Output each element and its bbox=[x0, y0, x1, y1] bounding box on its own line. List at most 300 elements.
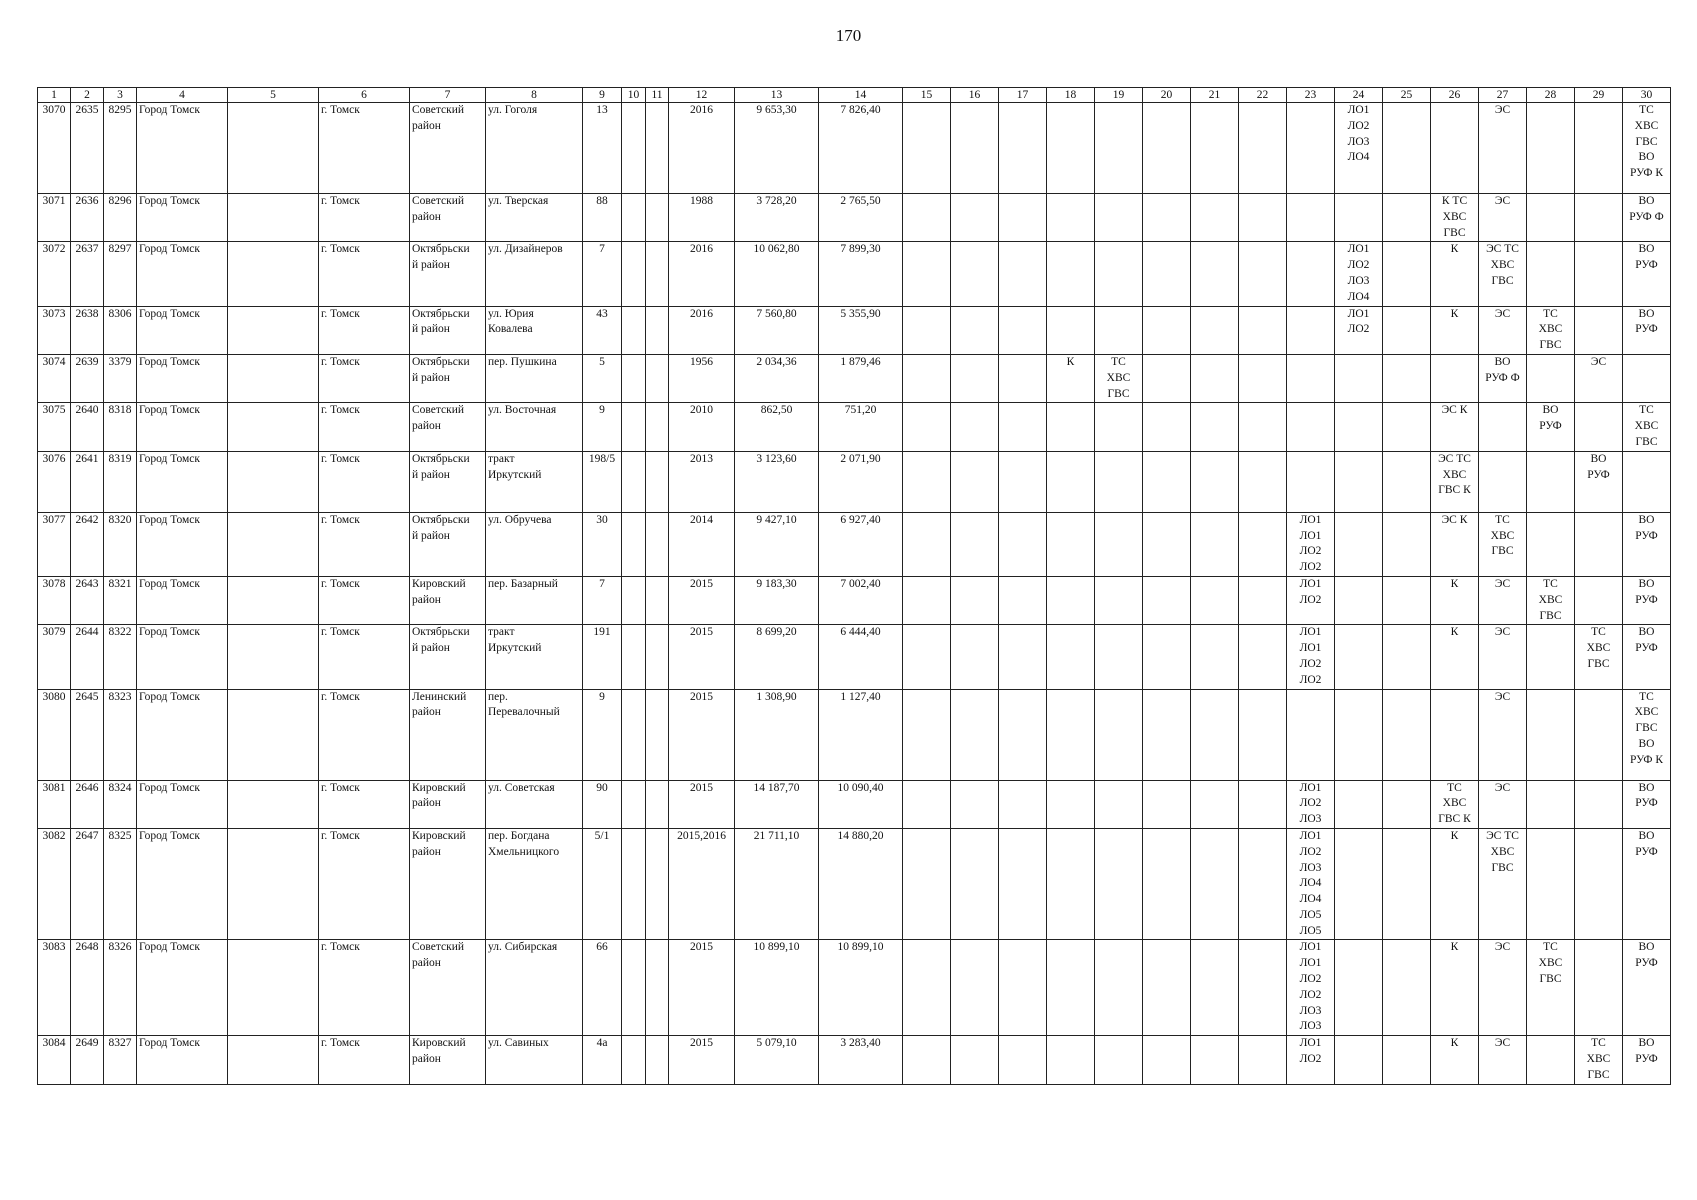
table-row bbox=[38, 780, 1671, 828]
cell-col-28 bbox=[1527, 689, 1575, 780]
cell-col-19: ТС ХВС ГВС bbox=[1095, 354, 1143, 402]
cell-col-21 bbox=[1191, 940, 1239, 1036]
column-header-12: 12 bbox=[669, 88, 735, 103]
cell-col-3: 8320 bbox=[104, 512, 137, 576]
cell-col-15 bbox=[903, 242, 951, 306]
cell-col-22 bbox=[1239, 940, 1287, 1036]
cell-col-5 bbox=[228, 576, 319, 624]
cell-col-23 bbox=[1287, 354, 1335, 402]
cell-col-10 bbox=[622, 625, 646, 689]
cell-col-11 bbox=[646, 780, 669, 828]
column-header-26: 26 bbox=[1431, 88, 1479, 103]
cell-col-28 bbox=[1527, 780, 1575, 828]
cell-col-29 bbox=[1575, 512, 1623, 576]
cell-col-28 bbox=[1527, 103, 1575, 194]
cell-col-19 bbox=[1095, 940, 1143, 1036]
cell-col-17 bbox=[999, 512, 1047, 576]
cell-col-29 bbox=[1575, 689, 1623, 780]
cell-col-12: 2013 bbox=[669, 451, 735, 512]
cell-col-17 bbox=[999, 242, 1047, 306]
cell-col-6: г. Томск bbox=[319, 828, 410, 940]
cell-col-6: г. Томск bbox=[319, 940, 410, 1036]
cell-col-7: Октябрьски й район bbox=[410, 306, 486, 354]
cell-col-4: Город Томск bbox=[137, 828, 228, 940]
cell-col-5 bbox=[228, 625, 319, 689]
cell-col-16 bbox=[951, 940, 999, 1036]
table-row bbox=[38, 103, 1671, 194]
cell-col-14: 1 879,46 bbox=[819, 354, 903, 402]
cell-col-9: 5 bbox=[583, 354, 622, 402]
cell-col-18 bbox=[1047, 1036, 1095, 1084]
cell-col-24 bbox=[1335, 1036, 1383, 1084]
cell-col-10 bbox=[622, 576, 646, 624]
cell-col-23: ЛО1 ЛО1 ЛО2 ЛО2 bbox=[1287, 625, 1335, 689]
cell-col-3: 8327 bbox=[104, 1036, 137, 1084]
cell-col-27: ТС ХВС ГВС bbox=[1479, 512, 1527, 576]
cell-col-22 bbox=[1239, 354, 1287, 402]
cell-col-16 bbox=[951, 780, 999, 828]
cell-col-1: 3081 bbox=[38, 780, 71, 828]
column-header-17: 17 bbox=[999, 88, 1047, 103]
cell-col-3: 3379 bbox=[104, 354, 137, 402]
cell-col-20 bbox=[1143, 194, 1191, 242]
cell-col-1: 3082 bbox=[38, 828, 71, 940]
cell-col-14: 10 899,10 bbox=[819, 940, 903, 1036]
cell-col-15 bbox=[903, 689, 951, 780]
cell-col-22 bbox=[1239, 780, 1287, 828]
cell-col-3: 8322 bbox=[104, 625, 137, 689]
cell-col-2: 2642 bbox=[71, 512, 104, 576]
cell-col-12: 2016 bbox=[669, 306, 735, 354]
cell-col-18 bbox=[1047, 306, 1095, 354]
cell-col-17 bbox=[999, 103, 1047, 194]
cell-col-29: ТС ХВС ГВС bbox=[1575, 1036, 1623, 1084]
cell-col-16 bbox=[951, 689, 999, 780]
cell-col-8: ул. Савиных bbox=[486, 1036, 583, 1084]
cell-col-30: ВО РУФ bbox=[1623, 242, 1671, 306]
cell-col-22 bbox=[1239, 194, 1287, 242]
header-row bbox=[38, 88, 1671, 103]
cell-col-10 bbox=[622, 940, 646, 1036]
cell-col-18 bbox=[1047, 780, 1095, 828]
cell-col-19 bbox=[1095, 625, 1143, 689]
column-header-13: 13 bbox=[735, 88, 819, 103]
cell-col-8: пер. Перевалочный bbox=[486, 689, 583, 780]
cell-col-23: ЛО1 ЛО2 bbox=[1287, 1036, 1335, 1084]
cell-col-24 bbox=[1335, 576, 1383, 624]
cell-col-8: пер. Базарный bbox=[486, 576, 583, 624]
cell-col-2: 2647 bbox=[71, 828, 104, 940]
cell-col-9: 191 bbox=[583, 625, 622, 689]
table-row bbox=[38, 828, 1671, 940]
cell-col-11 bbox=[646, 194, 669, 242]
cell-col-22 bbox=[1239, 689, 1287, 780]
cell-col-3: 8295 bbox=[104, 103, 137, 194]
cell-col-7: Кировский район bbox=[410, 576, 486, 624]
cell-col-21 bbox=[1191, 194, 1239, 242]
cell-col-9: 5/1 bbox=[583, 828, 622, 940]
cell-col-13: 5 079,10 bbox=[735, 1036, 819, 1084]
table-row bbox=[38, 194, 1671, 242]
cell-col-10 bbox=[622, 512, 646, 576]
cell-col-1: 3077 bbox=[38, 512, 71, 576]
cell-col-26: К bbox=[1431, 940, 1479, 1036]
cell-col-9: 198/5 bbox=[583, 451, 622, 512]
cell-col-25 bbox=[1383, 576, 1431, 624]
cell-col-6: г. Томск bbox=[319, 306, 410, 354]
cell-col-26 bbox=[1431, 689, 1479, 780]
cell-col-22 bbox=[1239, 1036, 1287, 1084]
cell-col-28 bbox=[1527, 1036, 1575, 1084]
cell-col-20 bbox=[1143, 940, 1191, 1036]
cell-col-6: г. Томск bbox=[319, 576, 410, 624]
cell-col-24 bbox=[1335, 512, 1383, 576]
cell-col-18 bbox=[1047, 242, 1095, 306]
cell-col-19 bbox=[1095, 828, 1143, 940]
cell-col-14: 1 127,40 bbox=[819, 689, 903, 780]
cell-col-30: ВО РУФ bbox=[1623, 625, 1671, 689]
column-header-19: 19 bbox=[1095, 88, 1143, 103]
cell-col-18 bbox=[1047, 512, 1095, 576]
column-header-1: 1 bbox=[38, 88, 71, 103]
cell-col-30: ТС ХВС ГВС ВО РУФ К bbox=[1623, 689, 1671, 780]
table-row bbox=[38, 306, 1671, 354]
cell-col-15 bbox=[903, 512, 951, 576]
cell-col-1: 3073 bbox=[38, 306, 71, 354]
cell-col-14: 5 355,90 bbox=[819, 306, 903, 354]
cell-col-24 bbox=[1335, 354, 1383, 402]
cell-col-25 bbox=[1383, 940, 1431, 1036]
cell-col-18 bbox=[1047, 194, 1095, 242]
cell-col-22 bbox=[1239, 403, 1287, 451]
cell-col-7: Советский район bbox=[410, 940, 486, 1036]
cell-col-26 bbox=[1431, 103, 1479, 194]
cell-col-18 bbox=[1047, 689, 1095, 780]
cell-col-19 bbox=[1095, 194, 1143, 242]
cell-col-1: 3070 bbox=[38, 103, 71, 194]
cell-col-11 bbox=[646, 576, 669, 624]
table-row bbox=[38, 940, 1671, 1036]
table-body bbox=[38, 103, 1671, 1085]
cell-col-5 bbox=[228, 451, 319, 512]
cell-col-17 bbox=[999, 625, 1047, 689]
column-header-7: 7 bbox=[410, 88, 486, 103]
cell-col-25 bbox=[1383, 689, 1431, 780]
cell-col-15 bbox=[903, 403, 951, 451]
cell-col-11 bbox=[646, 242, 669, 306]
cell-col-24: ЛО1 ЛО2 ЛО3 ЛО4 bbox=[1335, 103, 1383, 194]
cell-col-27: ЭС bbox=[1479, 625, 1527, 689]
cell-col-27 bbox=[1479, 403, 1527, 451]
cell-col-12: 2015 bbox=[669, 576, 735, 624]
cell-col-2: 2635 bbox=[71, 103, 104, 194]
cell-col-26: К bbox=[1431, 576, 1479, 624]
cell-col-29 bbox=[1575, 306, 1623, 354]
cell-col-20 bbox=[1143, 512, 1191, 576]
cell-col-21 bbox=[1191, 103, 1239, 194]
cell-col-1: 3071 bbox=[38, 194, 71, 242]
cell-col-10 bbox=[622, 403, 646, 451]
cell-col-20 bbox=[1143, 828, 1191, 940]
cell-col-19 bbox=[1095, 403, 1143, 451]
cell-col-25 bbox=[1383, 194, 1431, 242]
cell-col-19 bbox=[1095, 1036, 1143, 1084]
cell-col-25 bbox=[1383, 403, 1431, 451]
column-header-4: 4 bbox=[137, 88, 228, 103]
cell-col-7: Октябрьски й район bbox=[410, 354, 486, 402]
cell-col-2: 2641 bbox=[71, 451, 104, 512]
cell-col-7: Октябрьски й район bbox=[410, 451, 486, 512]
cell-col-20 bbox=[1143, 403, 1191, 451]
cell-col-6: г. Томск bbox=[319, 689, 410, 780]
cell-col-27: ВО РУФ Ф bbox=[1479, 354, 1527, 402]
cell-col-4: Город Томск bbox=[137, 194, 228, 242]
cell-col-26: ТС ХВС ГВС К bbox=[1431, 780, 1479, 828]
cell-col-16 bbox=[951, 194, 999, 242]
cell-col-21 bbox=[1191, 689, 1239, 780]
cell-col-4: Город Томск bbox=[137, 625, 228, 689]
cell-col-11 bbox=[646, 1036, 669, 1084]
cell-col-5 bbox=[228, 780, 319, 828]
cell-col-24: ЛО1 ЛО2 bbox=[1335, 306, 1383, 354]
cell-col-29: ТС ХВС ГВС bbox=[1575, 625, 1623, 689]
cell-col-28: ВО РУФ bbox=[1527, 403, 1575, 451]
cell-col-3: 8296 bbox=[104, 194, 137, 242]
cell-col-17 bbox=[999, 940, 1047, 1036]
cell-col-3: 8321 bbox=[104, 576, 137, 624]
cell-col-16 bbox=[951, 403, 999, 451]
cell-col-15 bbox=[903, 1036, 951, 1084]
cell-col-16 bbox=[951, 1036, 999, 1084]
cell-col-16 bbox=[951, 451, 999, 512]
column-header-2: 2 bbox=[71, 88, 104, 103]
cell-col-14: 6 927,40 bbox=[819, 512, 903, 576]
cell-col-29 bbox=[1575, 194, 1623, 242]
cell-col-25 bbox=[1383, 242, 1431, 306]
table-row bbox=[38, 689, 1671, 780]
cell-col-6: г. Томск bbox=[319, 103, 410, 194]
cell-col-21 bbox=[1191, 354, 1239, 402]
column-header-9: 9 bbox=[583, 88, 622, 103]
cell-col-9: 88 bbox=[583, 194, 622, 242]
cell-col-17 bbox=[999, 780, 1047, 828]
cell-col-14: 14 880,20 bbox=[819, 828, 903, 940]
cell-col-6: г. Томск bbox=[319, 625, 410, 689]
cell-col-28 bbox=[1527, 242, 1575, 306]
cell-col-20 bbox=[1143, 451, 1191, 512]
cell-col-27: ЭС bbox=[1479, 194, 1527, 242]
cell-col-30: ВО РУФ bbox=[1623, 780, 1671, 828]
cell-col-2: 2645 bbox=[71, 689, 104, 780]
cell-col-12: 1988 bbox=[669, 194, 735, 242]
cell-col-18 bbox=[1047, 403, 1095, 451]
cell-col-26: К bbox=[1431, 828, 1479, 940]
cell-col-17 bbox=[999, 828, 1047, 940]
cell-col-30: ВО РУФ bbox=[1623, 512, 1671, 576]
cell-col-19 bbox=[1095, 103, 1143, 194]
cell-col-22 bbox=[1239, 828, 1287, 940]
cell-col-23: ЛО1 ЛО2 bbox=[1287, 576, 1335, 624]
cell-col-25 bbox=[1383, 103, 1431, 194]
cell-col-12: 2015 bbox=[669, 940, 735, 1036]
cell-col-19 bbox=[1095, 576, 1143, 624]
cell-col-29 bbox=[1575, 242, 1623, 306]
cell-col-11 bbox=[646, 354, 669, 402]
cell-col-7: Кировский район bbox=[410, 780, 486, 828]
cell-col-20 bbox=[1143, 103, 1191, 194]
cell-col-14: 2 071,90 bbox=[819, 451, 903, 512]
cell-col-24 bbox=[1335, 451, 1383, 512]
cell-col-15 bbox=[903, 940, 951, 1036]
cell-col-12: 2016 bbox=[669, 242, 735, 306]
cell-col-13: 9 183,30 bbox=[735, 576, 819, 624]
cell-col-29 bbox=[1575, 828, 1623, 940]
cell-col-11 bbox=[646, 306, 669, 354]
cell-col-8: ул. Дизайнеров bbox=[486, 242, 583, 306]
cell-col-23: ЛО1 ЛО1 ЛО2 ЛО2 ЛО3 ЛО3 bbox=[1287, 940, 1335, 1036]
cell-col-5 bbox=[228, 103, 319, 194]
cell-col-7: Октябрьски й район bbox=[410, 512, 486, 576]
cell-col-1: 3075 bbox=[38, 403, 71, 451]
cell-col-21 bbox=[1191, 576, 1239, 624]
cell-col-27: ЭС bbox=[1479, 689, 1527, 780]
register-table bbox=[37, 87, 1671, 1085]
cell-col-11 bbox=[646, 451, 669, 512]
cell-col-12: 2015 bbox=[669, 780, 735, 828]
cell-col-26 bbox=[1431, 354, 1479, 402]
cell-col-2: 2640 bbox=[71, 403, 104, 451]
cell-col-19 bbox=[1095, 780, 1143, 828]
column-header-8: 8 bbox=[486, 88, 583, 103]
cell-col-15 bbox=[903, 354, 951, 402]
cell-col-8: ул. Советская bbox=[486, 780, 583, 828]
cell-col-23: ЛО1 ЛО1 ЛО2 ЛО2 bbox=[1287, 512, 1335, 576]
cell-col-25 bbox=[1383, 451, 1431, 512]
cell-col-28 bbox=[1527, 828, 1575, 940]
cell-col-13: 2 034,36 bbox=[735, 354, 819, 402]
cell-col-22 bbox=[1239, 451, 1287, 512]
cell-col-20 bbox=[1143, 780, 1191, 828]
cell-col-6: г. Томск bbox=[319, 403, 410, 451]
cell-col-19 bbox=[1095, 242, 1143, 306]
cell-col-22 bbox=[1239, 625, 1287, 689]
cell-col-10 bbox=[622, 103, 646, 194]
cell-col-29: ЭС bbox=[1575, 354, 1623, 402]
cell-col-18 bbox=[1047, 625, 1095, 689]
cell-col-14: 7 826,40 bbox=[819, 103, 903, 194]
cell-col-4: Город Томск bbox=[137, 1036, 228, 1084]
cell-col-13: 862,50 bbox=[735, 403, 819, 451]
cell-col-24 bbox=[1335, 689, 1383, 780]
cell-col-20 bbox=[1143, 242, 1191, 306]
cell-col-21 bbox=[1191, 451, 1239, 512]
column-header-28: 28 bbox=[1527, 88, 1575, 103]
cell-col-28 bbox=[1527, 354, 1575, 402]
cell-col-9: 30 bbox=[583, 512, 622, 576]
cell-col-28: ТС ХВС ГВС bbox=[1527, 306, 1575, 354]
cell-col-13: 7 560,80 bbox=[735, 306, 819, 354]
cell-col-7: Советский район bbox=[410, 103, 486, 194]
cell-col-28: ТС ХВС ГВС bbox=[1527, 940, 1575, 1036]
table-row bbox=[38, 403, 1671, 451]
cell-col-27: ЭС bbox=[1479, 103, 1527, 194]
cell-col-1: 3083 bbox=[38, 940, 71, 1036]
cell-col-4: Город Томск bbox=[137, 451, 228, 512]
cell-col-1: 3079 bbox=[38, 625, 71, 689]
cell-col-10 bbox=[622, 354, 646, 402]
cell-col-3: 8325 bbox=[104, 828, 137, 940]
cell-col-22 bbox=[1239, 512, 1287, 576]
cell-col-29 bbox=[1575, 940, 1623, 1036]
cell-col-27: ЭС bbox=[1479, 306, 1527, 354]
cell-col-30: ТС ХВС ГВС ВО РУФ К bbox=[1623, 103, 1671, 194]
cell-col-30: ТС ХВС ГВС bbox=[1623, 403, 1671, 451]
column-header-24: 24 bbox=[1335, 88, 1383, 103]
cell-col-9: 90 bbox=[583, 780, 622, 828]
cell-col-4: Город Томск bbox=[137, 512, 228, 576]
cell-col-4: Город Томск bbox=[137, 103, 228, 194]
cell-col-3: 8324 bbox=[104, 780, 137, 828]
cell-col-9: 9 bbox=[583, 403, 622, 451]
cell-col-5 bbox=[228, 940, 319, 1036]
cell-col-9: 13 bbox=[583, 103, 622, 194]
cell-col-28 bbox=[1527, 625, 1575, 689]
cell-col-17 bbox=[999, 403, 1047, 451]
cell-col-15 bbox=[903, 780, 951, 828]
table-row bbox=[38, 1036, 1671, 1084]
cell-col-23: ЛО1 ЛО2 ЛО3 bbox=[1287, 780, 1335, 828]
cell-col-5 bbox=[228, 1036, 319, 1084]
cell-col-11 bbox=[646, 403, 669, 451]
cell-col-17 bbox=[999, 576, 1047, 624]
cell-col-2: 2649 bbox=[71, 1036, 104, 1084]
cell-col-13: 10 062,80 bbox=[735, 242, 819, 306]
cell-col-10 bbox=[622, 242, 646, 306]
cell-col-6: г. Томск bbox=[319, 780, 410, 828]
cell-col-4: Город Томск bbox=[137, 780, 228, 828]
cell-col-4: Город Томск bbox=[137, 403, 228, 451]
cell-col-29: ВО РУФ bbox=[1575, 451, 1623, 512]
cell-col-16 bbox=[951, 625, 999, 689]
cell-col-19 bbox=[1095, 306, 1143, 354]
column-header-25: 25 bbox=[1383, 88, 1431, 103]
cell-col-27: ЭС bbox=[1479, 780, 1527, 828]
cell-col-12: 2010 bbox=[669, 403, 735, 451]
cell-col-19 bbox=[1095, 689, 1143, 780]
cell-col-10 bbox=[622, 194, 646, 242]
cell-col-13: 3 123,60 bbox=[735, 451, 819, 512]
column-header-5: 5 bbox=[228, 88, 319, 103]
cell-col-1: 3078 bbox=[38, 576, 71, 624]
cell-col-13: 9 427,10 bbox=[735, 512, 819, 576]
cell-col-29 bbox=[1575, 576, 1623, 624]
cell-col-12: 2015 bbox=[669, 689, 735, 780]
cell-col-24 bbox=[1335, 194, 1383, 242]
cell-col-4: Город Томск bbox=[137, 306, 228, 354]
cell-col-2: 2648 bbox=[71, 940, 104, 1036]
cell-col-21 bbox=[1191, 242, 1239, 306]
cell-col-30: ВО РУФ bbox=[1623, 828, 1671, 940]
cell-col-5 bbox=[228, 689, 319, 780]
cell-col-6: г. Томск bbox=[319, 354, 410, 402]
cell-col-30: ВО РУФ bbox=[1623, 306, 1671, 354]
cell-col-13: 1 308,90 bbox=[735, 689, 819, 780]
cell-col-23 bbox=[1287, 451, 1335, 512]
cell-col-4: Город Томск bbox=[137, 689, 228, 780]
cell-col-13: 14 187,70 bbox=[735, 780, 819, 828]
cell-col-21 bbox=[1191, 512, 1239, 576]
cell-col-26: К ТС ХВС ГВС bbox=[1431, 194, 1479, 242]
